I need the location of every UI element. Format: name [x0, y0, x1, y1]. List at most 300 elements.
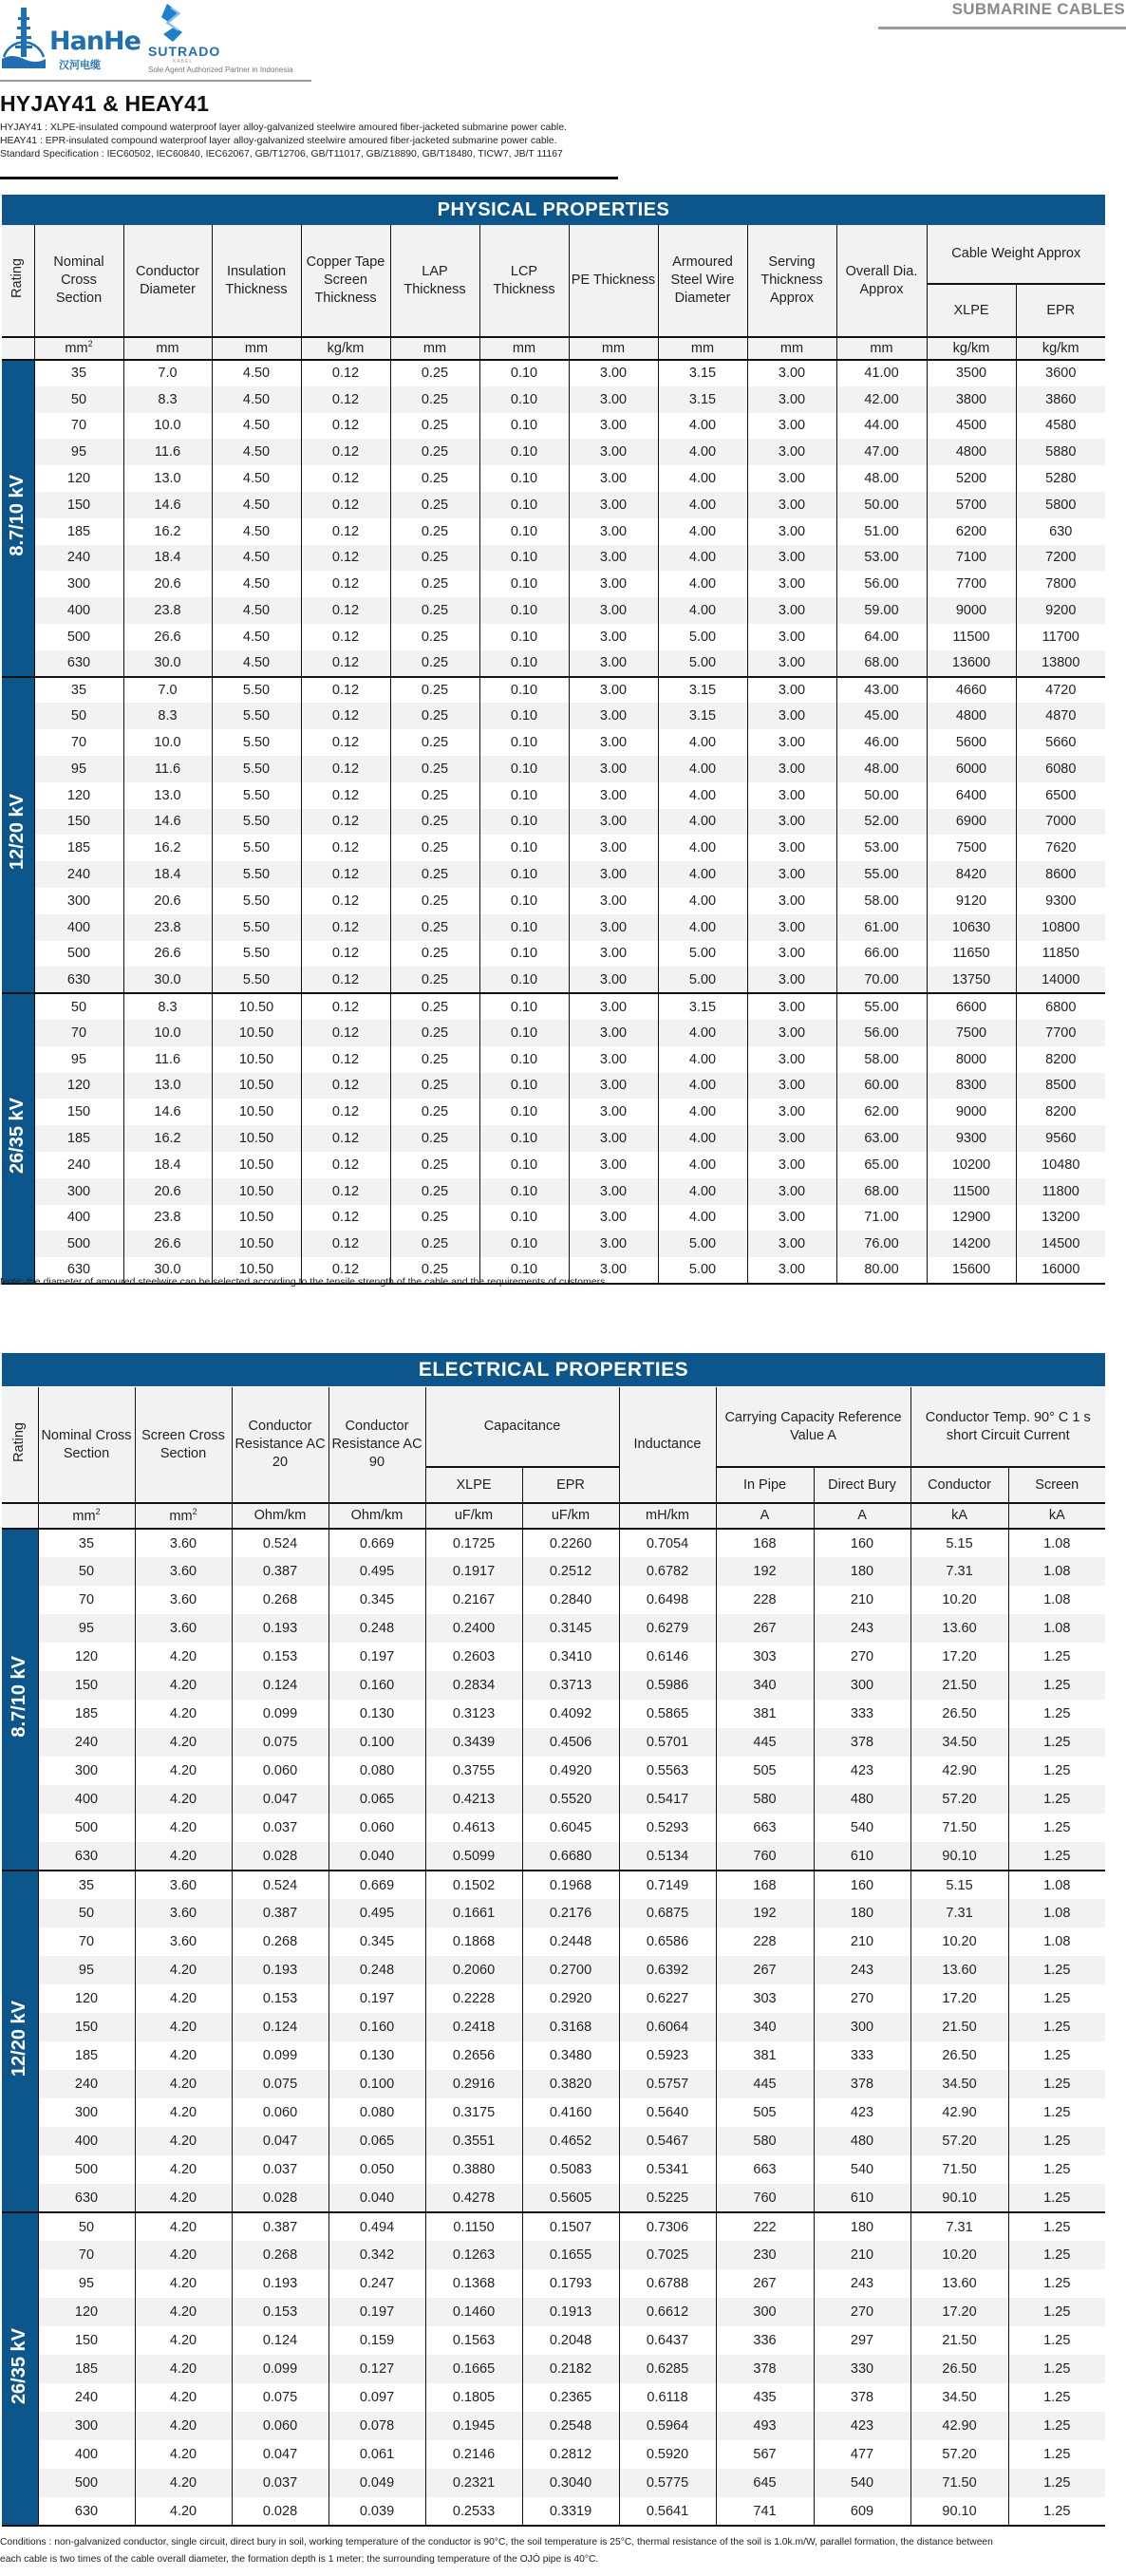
table-cell: 10.50	[212, 1020, 301, 1046]
table-cell: 480	[814, 1785, 910, 1814]
table-cell: 70	[34, 1020, 123, 1046]
table-cell: 46.00	[836, 729, 927, 756]
table-cell: 50	[34, 703, 123, 729]
table-cell: 3.00	[569, 650, 658, 677]
table-cell: 4.00	[658, 571, 747, 597]
table-cell: 0.5134	[619, 1842, 716, 1871]
table-cell: 4.00	[658, 545, 747, 572]
table-cell: 10480	[1016, 1152, 1105, 1178]
table-row	[2, 1927, 1105, 1956]
table-cell: 4.50	[212, 518, 301, 545]
table-cell: 0.10	[479, 1152, 569, 1178]
table-cell: 4.00	[658, 439, 747, 465]
table-cell: 4.00	[658, 835, 747, 861]
table-row	[2, 2127, 1105, 2155]
table-cell: 3.00	[569, 1257, 658, 1284]
table-cell: 4.00	[658, 1046, 747, 1073]
table-cell: 0.3439	[425, 1728, 522, 1757]
table-cell: 0.12	[301, 967, 390, 993]
table-cell: 7.0	[123, 360, 212, 386]
table-cell: 0.248	[328, 1956, 425, 1984]
table-cell: 0.050	[328, 2155, 425, 2184]
table-row	[2, 2497, 1105, 2526]
table-cell: 71.00	[836, 1205, 927, 1232]
table-row	[2, 1073, 1105, 1100]
table-cell: 0.5563	[619, 1757, 716, 1785]
table-cell: 10.0	[123, 413, 212, 440]
table-cell: 3.00	[569, 1073, 658, 1100]
table-cell: 7620	[1016, 835, 1105, 861]
table-cell: 0.12	[301, 360, 390, 386]
table-cell: 34.50	[910, 2070, 1008, 2098]
table-cell: 11800	[1016, 1178, 1105, 1205]
table-cell: 567	[716, 2440, 814, 2469]
table-cell: 243	[814, 2269, 910, 2298]
table-cell: 0.7025	[619, 2241, 716, 2269]
table-cell: 26.6	[123, 941, 212, 968]
table-cell: 3.00	[747, 756, 836, 782]
rating-header: Rating	[2, 1387, 38, 1503]
table-cell: 0.2167	[425, 1586, 522, 1614]
table-cell: 267	[716, 1956, 814, 1984]
table-cell: 6600	[927, 993, 1016, 1020]
table-cell: 0.10	[479, 756, 569, 782]
physical-properties-table	[2, 225, 1105, 1285]
table-cell: 0.5701	[619, 1728, 716, 1757]
table-row	[2, 1956, 1105, 1984]
table-cell: 4.00	[658, 914, 747, 941]
table-cell: 7.31	[910, 1899, 1008, 1927]
table-cell: 4.50	[212, 360, 301, 386]
table-cell: 3860	[1016, 386, 1105, 413]
table-cell: 0.3168	[522, 2013, 619, 2041]
table-cell: 55.00	[836, 861, 927, 888]
unit-label: uF/km	[522, 1503, 619, 1529]
table-cell: 0.10	[479, 993, 569, 1020]
table-cell: 1.25	[1008, 2383, 1105, 2412]
table-cell: 0.669	[328, 1529, 425, 1557]
table-row	[2, 1125, 1105, 1152]
table-row	[2, 2412, 1105, 2440]
table-cell: 0.5641	[619, 2497, 716, 2526]
table-cell: 0.25	[390, 1099, 479, 1125]
table-row	[2, 1728, 1105, 1757]
table-cell: 5.50	[212, 809, 301, 836]
table-cell: 3.00	[569, 861, 658, 888]
table-cell: 0.160	[328, 1671, 425, 1700]
table-cell: 3.00	[569, 518, 658, 545]
table-cell: 210	[814, 1586, 910, 1614]
table-cell: 3.00	[747, 545, 836, 572]
table-row	[2, 1020, 1105, 1046]
table-cell: 3.00	[569, 888, 658, 914]
table-cell: 1.25	[1008, 1984, 1105, 2013]
table-cell: 630	[34, 1257, 123, 1284]
table-row	[2, 624, 1105, 650]
table-cell: 0.5757	[619, 2070, 716, 2098]
description-heay41: HEAY41 : EPR-insulated compound waterproof layer alloy-galvanized steelwire amoured fiber-jacketed submarine power cable.	[0, 136, 557, 146]
table-cell: 4.00	[658, 1125, 747, 1152]
table-cell: 4.20	[135, 2412, 232, 2440]
table-cell: 0.10	[479, 1046, 569, 1073]
table-cell: 0.10	[479, 386, 569, 413]
table-row	[2, 2440, 1105, 2469]
table-cell: 1.25	[1008, 2412, 1105, 2440]
table-cell: 0.037	[232, 2155, 328, 2184]
table-cell: 50	[38, 2212, 135, 2241]
table-cell: 0.153	[232, 2298, 328, 2326]
table-cell: 3.00	[747, 1178, 836, 1205]
table-cell: 0.10	[479, 677, 569, 704]
table-cell: 3.60	[135, 1871, 232, 1899]
table-cell: 23.8	[123, 1205, 212, 1232]
table-cell: 20.6	[123, 888, 212, 914]
table-cell: 500	[34, 941, 123, 968]
table-cell: 0.5986	[619, 1671, 716, 1700]
table-cell: 180	[814, 1899, 910, 1927]
table-cell: 1.25	[1008, 1728, 1105, 1757]
table-cell: 0.3319	[522, 2497, 619, 2526]
table-cell: 1.08	[1008, 1529, 1105, 1557]
table-cell: 400	[38, 1785, 135, 1814]
table-cell: 0.12	[301, 624, 390, 650]
table-cell: 4.00	[658, 1205, 747, 1232]
table-cell: 243	[814, 1614, 910, 1643]
table-cell: 13.60	[910, 2269, 1008, 2298]
table-row	[2, 1586, 1105, 1614]
table-cell: 0.12	[301, 386, 390, 413]
table-cell: 18.4	[123, 545, 212, 572]
table-cell: 185	[34, 835, 123, 861]
table-cell: 300	[34, 1178, 123, 1205]
table-cell: 240	[38, 1728, 135, 1757]
table-cell: 4.00	[658, 861, 747, 888]
table-cell: 0.5920	[619, 2440, 716, 2469]
table-cell: 0.25	[390, 1257, 479, 1284]
table-cell: 0.5225	[619, 2184, 716, 2212]
hanhe-logo-subtext: 汉河电缆	[59, 60, 101, 71]
header-divider	[0, 80, 311, 82]
table-cell: 1.25	[1008, 2184, 1105, 2212]
table-cell: 0.25	[390, 1073, 479, 1100]
table-row	[2, 2041, 1105, 2070]
unit-label: kg/km	[301, 337, 390, 360]
table-cell: 500	[34, 624, 123, 650]
column-subheader: Conductor	[910, 1467, 1008, 1503]
table-row	[2, 2383, 1105, 2412]
table-cell: 0.10	[479, 1099, 569, 1125]
table-cell: 30.0	[123, 1257, 212, 1284]
table-cell: 45.00	[836, 703, 927, 729]
table-cell: 4.50	[212, 439, 301, 465]
table-cell: 4800	[927, 703, 1016, 729]
table-cell: 0.4506	[522, 1728, 619, 1757]
table-cell: 0.6586	[619, 1927, 716, 1956]
table-cell: 180	[814, 2212, 910, 2241]
table-cell: 4870	[1016, 703, 1105, 729]
table-cell: 0.1968	[522, 1871, 619, 1899]
table-row	[2, 1671, 1105, 1700]
table-cell: 0.25	[390, 545, 479, 572]
table-row	[2, 439, 1105, 465]
table-cell: 0.1793	[522, 2269, 619, 2298]
table-row	[2, 1557, 1105, 1586]
table-cell: 0.669	[328, 1871, 425, 1899]
table-cell: 230	[716, 2241, 814, 2269]
table-cell: 70	[34, 413, 123, 440]
table-row	[2, 1046, 1105, 1073]
table-cell: 0.25	[390, 465, 479, 492]
table-row	[2, 2355, 1105, 2383]
table-cell: 3.60	[135, 1899, 232, 1927]
unit-label: $mm^2$	[135, 1503, 232, 1529]
column-header: Conductor Diameter	[123, 225, 212, 337]
table-cell: 0.2656	[425, 2041, 522, 2070]
table-cell: 13.0	[123, 1073, 212, 1100]
column-subheader: Screen	[1008, 1467, 1105, 1503]
physical-note: Note: the diameter of amoured steelwire can be selected according to the tensile strength of the cable and the requirements of customers.	[0, 1276, 609, 1288]
table-cell: 1.08	[1008, 1586, 1105, 1614]
table-cell: 4.20	[135, 2184, 232, 2212]
table-cell: 42.90	[910, 2412, 1008, 2440]
table-cell: 0.2812	[522, 2440, 619, 2469]
table-cell: 240	[34, 545, 123, 572]
sutrado-logo	[142, 0, 370, 80]
table-cell: 16.2	[123, 518, 212, 545]
table-cell: 68.00	[836, 650, 927, 677]
conditions-line-2: each cable is two times of the cable overall diameter, the formation depth is 1 meter; the surrounding temperature of the OJÓ pipe is 40°C.	[0, 2554, 599, 2565]
table-cell: 0.12	[301, 439, 390, 465]
table-cell: 0.193	[232, 1614, 328, 1643]
table-cell: 8300	[927, 1073, 1016, 1100]
table-cell: 13.0	[123, 782, 212, 809]
table-cell: 0.2365	[522, 2383, 619, 2412]
table-cell: 1.25	[1008, 1785, 1105, 1814]
table-cell: 0.25	[390, 782, 479, 809]
table-cell: 4.00	[658, 756, 747, 782]
table-cell: 3.15	[658, 386, 747, 413]
table-cell: 120	[34, 1073, 123, 1100]
table-cell: 1.25	[1008, 2070, 1105, 2098]
column-header: Overall Dia. Approx	[836, 225, 927, 337]
table-cell: 34.50	[910, 2383, 1008, 2412]
column-subheader: XLPE	[425, 1467, 522, 1503]
table-cell: 0.065	[328, 2127, 425, 2155]
table-cell: 0.1661	[425, 1899, 522, 1927]
table-cell: 580	[716, 1785, 814, 1814]
table-cell: 0.047	[232, 2440, 328, 2469]
table-cell: 630	[34, 967, 123, 993]
table-cell: 95	[38, 1956, 135, 1984]
table-cell: 0.12	[301, 1178, 390, 1205]
table-cell: 3.00	[747, 518, 836, 545]
table-cell: 0.1913	[522, 2298, 619, 2326]
table-cell: 0.7306	[619, 2212, 716, 2241]
table-row	[2, 1700, 1105, 1728]
table-cell: 4.00	[658, 809, 747, 836]
table-cell: 5.50	[212, 782, 301, 809]
table-cell: 267	[716, 1614, 814, 1643]
table-cell: 3.00	[569, 1231, 658, 1257]
table-cell: 4500	[927, 413, 1016, 440]
table-row	[2, 2155, 1105, 2184]
table-cell: 0.4278	[425, 2184, 522, 2212]
table-cell: 0.12	[301, 835, 390, 861]
table-cell: 0.12	[301, 545, 390, 572]
table-cell: 3.00	[747, 1073, 836, 1100]
table-cell: 3.00	[747, 1125, 836, 1152]
hanhe-logo-text: HanHe	[49, 27, 141, 56]
table-cell: 0.10	[479, 439, 569, 465]
table-cell: 0.10	[479, 597, 569, 624]
table-cell: 0.5605	[522, 2184, 619, 2212]
table-cell: 150	[38, 1671, 135, 1700]
table-cell: 8.3	[123, 993, 212, 1020]
table-cell: 3.00	[747, 465, 836, 492]
table-cell: 0.12	[301, 465, 390, 492]
table-cell: 0.028	[232, 2497, 328, 2526]
table-row	[2, 571, 1105, 597]
table-cell: 0.25	[390, 914, 479, 941]
table-row	[2, 2469, 1105, 2497]
table-cell: 6000	[927, 756, 1016, 782]
table-row	[2, 2298, 1105, 2326]
table-cell: 210	[814, 1927, 910, 1956]
table-cell: 3.00	[569, 835, 658, 861]
table-cell: 51.00	[836, 518, 927, 545]
table-cell: 3.00	[747, 1205, 836, 1232]
table-cell: 610	[814, 2184, 910, 2212]
table-cell: 120	[38, 1984, 135, 2013]
table-cell: 3.00	[747, 941, 836, 968]
table-cell: 53.00	[836, 545, 927, 572]
table-cell: 7700	[927, 571, 1016, 597]
table-cell: 4.20	[135, 2298, 232, 2326]
column-subheader: In Pipe	[716, 1467, 814, 1503]
table-cell: 13600	[927, 650, 1016, 677]
table-cell: 0.12	[301, 571, 390, 597]
rating-header: Rating	[2, 225, 34, 337]
table-cell: 8000	[927, 1046, 1016, 1073]
table-cell: 4.20	[135, 1728, 232, 1757]
table-cell: 609	[814, 2497, 910, 2526]
physical-properties-title: PHYSICAL PROPERTIES	[2, 195, 1105, 225]
table-cell: 0.124	[232, 2013, 328, 2041]
table-cell: 0.2700	[522, 1956, 619, 1984]
table-cell: 4.20	[135, 2383, 232, 2412]
table-cell: 3.00	[569, 756, 658, 782]
table-cell: 57.20	[910, 1785, 1008, 1814]
table-row	[2, 1757, 1105, 1785]
table-cell: 0.494	[328, 2212, 425, 2241]
table-cell: 50	[34, 386, 123, 413]
table-cell: 3.00	[747, 1046, 836, 1073]
electrical-properties-table	[2, 1387, 1105, 2527]
table-cell: 20.6	[123, 1178, 212, 1205]
table-cell: 3.00	[569, 492, 658, 518]
table-cell: 3.15	[658, 703, 747, 729]
table-cell: 59.00	[836, 597, 927, 624]
table-cell: 4.00	[658, 1073, 747, 1100]
conditions-line-1: Conditions : non-galvanized conductor, single circuit, direct bury in soil, working temperature of the conductor is 90°C, the soil temperature is 25°C, thermal resistance of the soil is 1.0k.m/W, parallel formation, the distance between	[0, 2537, 993, 2548]
table-cell: 0.10	[479, 914, 569, 941]
table-cell: 3.00	[747, 729, 836, 756]
table-cell: 3.00	[747, 360, 836, 386]
table-cell: 760	[716, 1842, 814, 1871]
table-cell: 0.268	[232, 1586, 328, 1614]
table-cell: 5280	[1016, 465, 1105, 492]
table-cell: 228	[716, 1586, 814, 1614]
sutrado-logo-subtext: KABEL	[173, 59, 194, 65]
column-header: Nominal Cross Section	[34, 225, 123, 337]
unit-label: $mm^2$	[34, 337, 123, 360]
table-row	[2, 1814, 1105, 1842]
table-cell: 30.0	[123, 967, 212, 993]
table-cell: 0.12	[301, 1231, 390, 1257]
table-cell: 0.12	[301, 1205, 390, 1232]
table-cell: 0.12	[301, 914, 390, 941]
table-cell: 9120	[927, 888, 1016, 914]
table-cell: 610	[814, 1842, 910, 1871]
table-cell: 4.50	[212, 386, 301, 413]
table-cell: 0.1917	[425, 1557, 522, 1586]
table-cell: 1.25	[1008, 1956, 1105, 1984]
table-cell: 0.25	[390, 835, 479, 861]
table-cell: 4.20	[135, 1842, 232, 1871]
table-cell: 1.25	[1008, 2013, 1105, 2041]
table-row	[2, 413, 1105, 440]
table-cell: 330	[814, 2355, 910, 2383]
table-cell: 4.50	[212, 465, 301, 492]
table-cell: 7000	[1016, 809, 1105, 836]
table-cell: 26.50	[910, 1700, 1008, 1728]
table-cell: 53.00	[836, 835, 927, 861]
table-cell: 90.10	[910, 2497, 1008, 2526]
table-cell: 0.6227	[619, 1984, 716, 2013]
table-cell: 4.20	[135, 2241, 232, 2269]
table-cell: 0.4160	[522, 2098, 619, 2127]
table-cell: 5600	[927, 729, 1016, 756]
table-cell: 4.20	[135, 1984, 232, 2013]
unit-label: Ohm/km	[328, 1503, 425, 1529]
table-cell: 0.10	[479, 888, 569, 914]
table-cell: 630	[1016, 518, 1105, 545]
table-cell: 3.00	[747, 861, 836, 888]
table-cell: 0.3175	[425, 2098, 522, 2127]
table-row	[2, 835, 1105, 861]
table-cell: 42.90	[910, 1757, 1008, 1785]
table-cell: 0.060	[232, 1757, 328, 1785]
table-cell: 0.6279	[619, 1614, 716, 1643]
table-cell: 50.00	[836, 492, 927, 518]
table-cell: 0.5964	[619, 2412, 716, 2440]
table-cell: 0.130	[328, 2041, 425, 2070]
table-cell: 9200	[1016, 597, 1105, 624]
table-row	[2, 1871, 1105, 1899]
table-cell: 0.6118	[619, 2383, 716, 2412]
table-cell: 8200	[1016, 1046, 1105, 1073]
table-cell: 4.00	[658, 1152, 747, 1178]
table-cell: 0.075	[232, 2383, 328, 2412]
table-cell: 11.6	[123, 756, 212, 782]
table-cell: 5.50	[212, 861, 301, 888]
table-cell: 0.25	[390, 677, 479, 704]
table-cell: 4.20	[135, 1700, 232, 1728]
table-cell: 0.047	[232, 1785, 328, 1814]
table-cell: 3.00	[747, 703, 836, 729]
table-cell: 5880	[1016, 439, 1105, 465]
table-cell: 58.00	[836, 1046, 927, 1073]
